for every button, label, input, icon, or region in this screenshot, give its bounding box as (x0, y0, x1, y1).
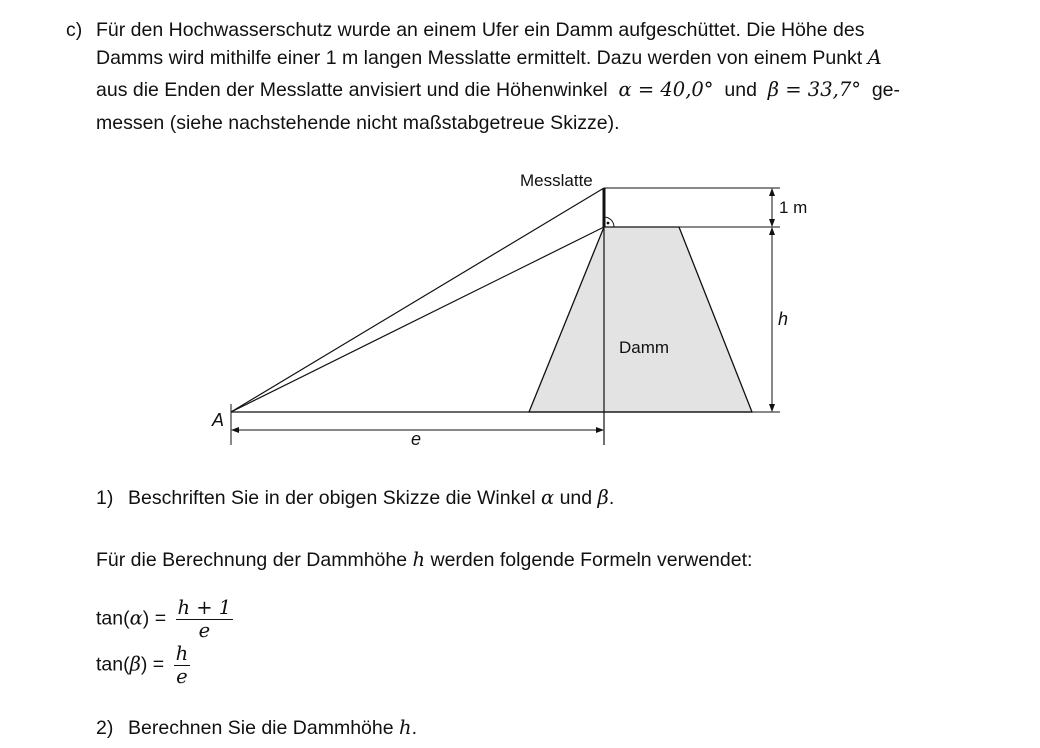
task-1-text-post: . (608, 487, 615, 509)
label-messlatte: Messlatte (520, 171, 593, 190)
task-2-text-pre: Berechnen Sie die Dammhöhe (128, 717, 394, 739)
intro-line-1: Für den Hochwasserschutz wurde an einem Ufer ein Damm aufgeschüttet. Die Höhe des (96, 19, 865, 41)
formula-2-beta: β (129, 652, 141, 676)
formula-1-denominator: e (198, 619, 211, 642)
part-label: c) (66, 19, 83, 41)
intro-line-3-post: ge- (871, 79, 901, 101)
formula-intro (96, 548, 752, 572)
task-1-alpha: α (540, 486, 555, 509)
intro-line-3 (96, 78, 900, 102)
formula-2-denominator: e (176, 665, 188, 688)
formula-intro-post: werden folgende Formeln verwendet: (430, 549, 753, 571)
formula-tan-alpha (96, 597, 233, 642)
label-1m: 1 m (779, 198, 808, 217)
intro-line-2 (96, 46, 882, 70)
intro-line-2-text: Damms wird mithilfe einer 1 m langen Messlatte ermittelt. Dazu werden von einem Punkt (96, 47, 863, 69)
intro-line-4: messen (siehe nachstehende nicht maßstabgetreue Skizze). (96, 112, 620, 134)
label-h: h (778, 309, 789, 329)
formula-2-fraction (174, 643, 191, 688)
arrow-e-right (596, 427, 604, 433)
task-1-number: 1) (96, 487, 114, 509)
intro-line-3-mid: und (724, 79, 757, 101)
formula-intro-pre: Für die Berechnung der Dammhöhe (96, 549, 408, 571)
arrow-e-left (231, 427, 239, 433)
task-2-var: h (399, 716, 412, 739)
formula-2-lhs-pre: tan( (96, 653, 130, 676)
point-a-var: A (867, 46, 882, 69)
label-a: A (212, 410, 225, 430)
beta-value: β = 33,7° (767, 78, 861, 101)
intro-line-3-pre: aus die Enden der Messlatte anvisiert und die Höhenwinkel (96, 79, 608, 101)
right-angle-dot (607, 222, 610, 225)
formula-1-lhs-pre: tan( (96, 607, 130, 630)
dam-shape (529, 227, 752, 412)
arrow-1m-bottom (769, 219, 775, 227)
task-2-text-post: . (411, 717, 417, 739)
formula-1-alpha: α (129, 606, 143, 630)
formula-1-numerator: h + 1 (177, 596, 232, 619)
task-1-text-pre: Beschriften Sie in der obigen Skizze die Winkel (128, 487, 536, 509)
task-1-text-mid: und (559, 487, 593, 509)
label-damm: Damm (619, 338, 670, 357)
formula-intro-var: h (412, 548, 426, 571)
alpha-value: α = 40,0° (618, 78, 714, 101)
arrow-h-top (769, 227, 775, 235)
arrow-1m-top (769, 188, 775, 196)
formula-2-numerator: h (175, 642, 189, 665)
formula-2-lhs-post: ) = (140, 653, 165, 676)
task-2 (96, 716, 417, 740)
formula-tan-beta (96, 643, 190, 688)
arrow-h-bottom (769, 404, 775, 412)
label-e: e (411, 429, 422, 449)
task-1-beta: β (597, 486, 609, 509)
formula-1-fraction (176, 597, 234, 642)
dam-sketch (0, 160, 1040, 460)
task-1 (96, 486, 614, 510)
task-2-number: 2) (96, 717, 114, 739)
formula-1-lhs-post: ) = (142, 607, 167, 630)
